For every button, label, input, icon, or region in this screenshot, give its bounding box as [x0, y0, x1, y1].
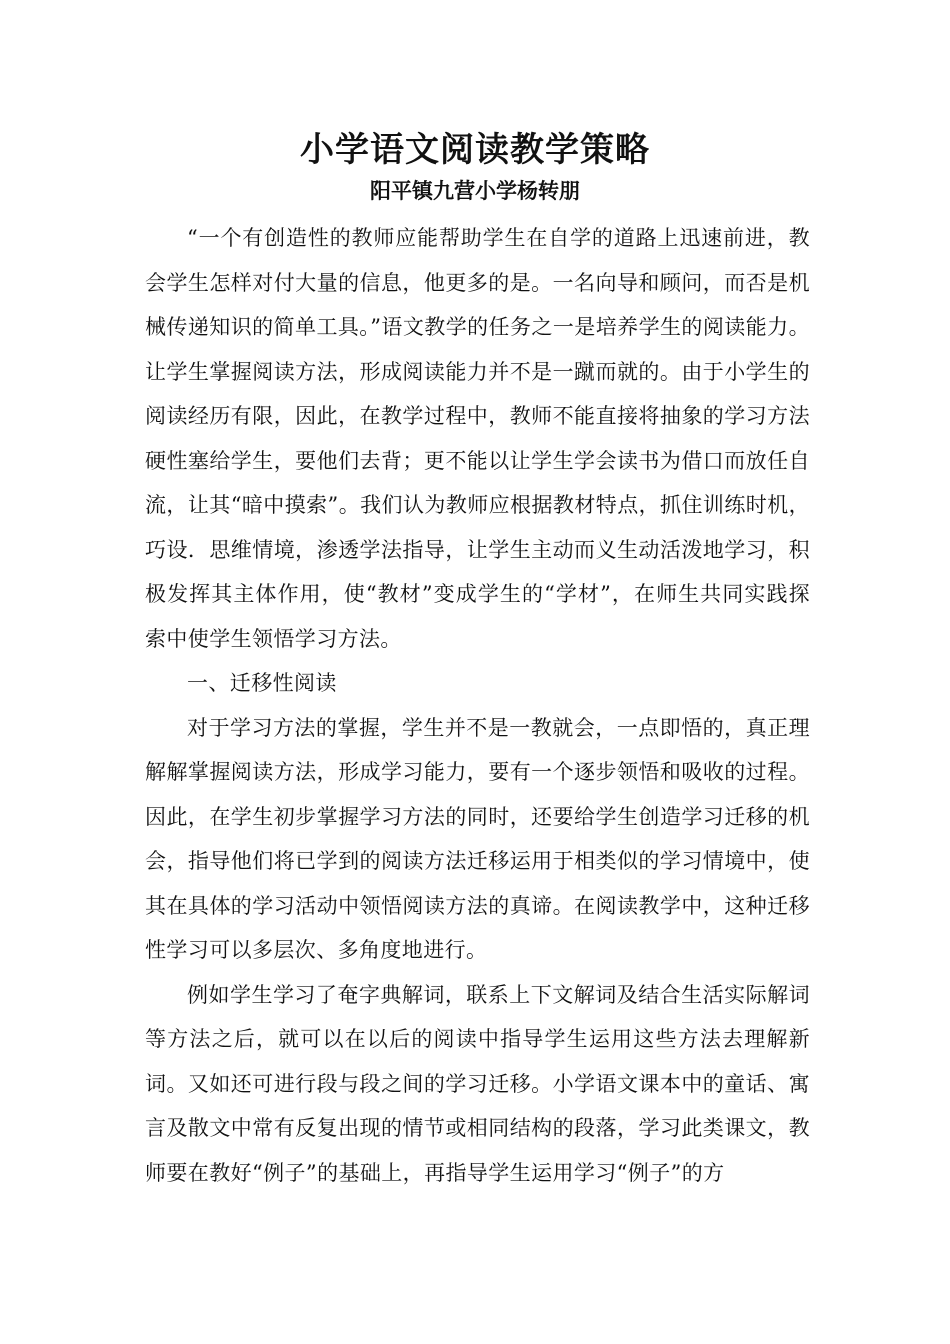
- paragraph-transfer-method: 对于学习方法的掌握，学生并不是一教就会，一点即悟的，真正理解解掌握阅读方法，形成学习能力，要有一个逐步领悟和吸收的过程。因此，在学生初步掌握学习方法的同时，还要给学生创造学习迁移的机会，指导他们将已学到的阅读方法迁移运用于相类似的学习情境中，使其在具体的学习活动中领悟阅读方法的真谛。在阅读教学中，这种迁移性学习可以多层次、多角度地进行。: [145, 715, 810, 962]
- document-title: 小学语文阅读教学策略: [300, 130, 650, 170]
- author-line: 阳平镇九营小学杨转朋: [370, 178, 580, 203]
- paragraph-example: 例如学生学习了奄字典解词，联系上下文解词及结合生活实际解词等方法之后，就可以在以后的阅读中指导学生运用这些方法去理解新词。又如还可进行段与段之间的学习迁移。小学语文课本中的童话、寓言及散文中常有反复出现的情节或相同结构的段落，学习此类课文，教师要在教好“例子”的基础上，再指导学生运用学习“例子”的方: [145, 982, 810, 1185]
- document-body: [145, 216, 810, 1195]
- paragraph-intro: “一个有创造性的教师应能帮助学生在自学的道路上迅速前进，教会学生怎样对付大量的信息，他更多的是。一名向导和顾问，而否是机械传递知识的简单工具。”语文教学的任务之一是培养学生的阅读能力。让学生掌握阅读方法，形成阅读能力并不是一蹴而就的。由于小学生的阅读经历有限，因此，在教学过程中，教师不能直接将抽象的学习方法硬性塞给学生，要他们去背；更不能以让学生学会读书为借口而放任自流，让其“暗中摸索”。我们认为教师应根据教材特点，抓住训练时机，巧设．思维情境，渗透学法指导，让学生主动而义生动活泼地学习，积极发挥其主体作用，使“教材”变成学生的“学材”，在师生共同实践探索中使学生领悟学习方法。: [145, 226, 810, 651]
- section-heading-transfer-reading: 一、迁移性阅读: [187, 671, 337, 695]
